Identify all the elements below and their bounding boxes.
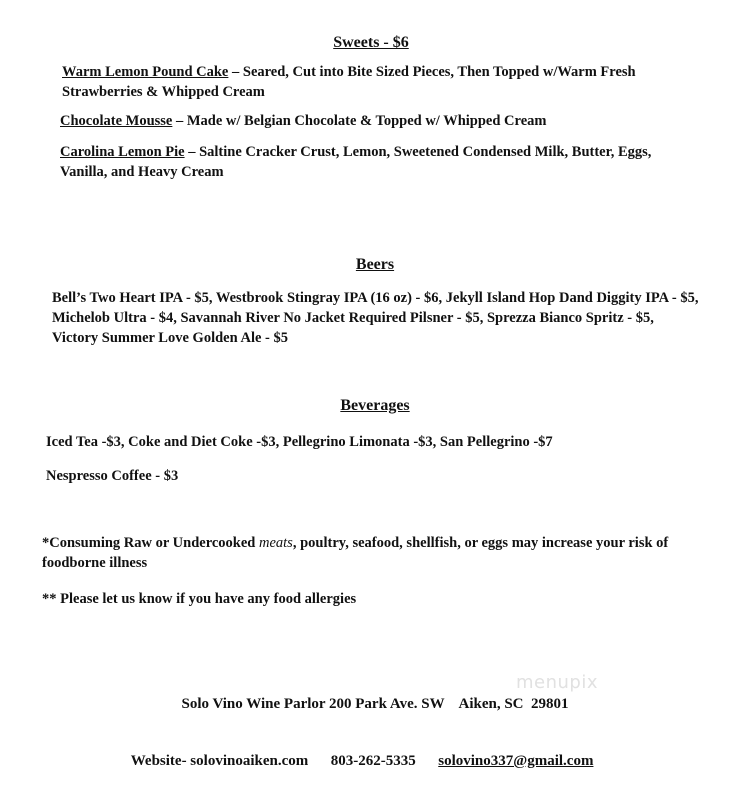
sweets-heading: Sweets - $6 (333, 34, 409, 51)
menu-item-warm-lemon-pound-cake: Warm Lemon Pound Cake – Seared, Cut into Bite Sized Pieces, Then Topped w/Warm Fresh Strawberries & Whipped Cream (62, 64, 636, 100)
watermark-logo: menupix (516, 672, 599, 693)
item-name: Carolina Lemon Pie (60, 144, 185, 160)
beverages-line-2: Nespresso Coffee - $3 (46, 468, 179, 484)
beers-heading: Beers (355, 256, 395, 273)
beverages-heading: Beverages (340, 397, 410, 414)
item-description: Saltine Cracker Crust, Lemon, Sweetened Condensed Milk, Butter, Eggs, Vanilla, and Heavy Cream (60, 144, 652, 180)
footer-address: Solo Vino Wine Parlor 200 Park Ave. SW Aiken, SC 29801 (181, 696, 569, 712)
raw-food-warning: *Consuming Raw or Undercooked meats, poultry, seafood, shellfish, or eggs may increase your risk of foodborne illness (42, 535, 669, 571)
menu-item-chocolate-mousse: Chocolate Mousse – Made w/ Belgian Chocolate & Topped w/ Whipped Cream (60, 113, 547, 129)
item-description: Seared, Cut into Bite Sized Pieces, Then Topped w/Warm Fresh Strawberries & Whipped Cream (62, 64, 636, 100)
beverages-line-1: Iced Tea -$3, Coke and Diet Coke -$3, Pellegrino Limonata -$3, San Pellegrino -$7 (46, 434, 553, 450)
emphasis-text: meats (259, 535, 293, 551)
item-name: Chocolate Mousse (60, 113, 173, 129)
footer-website: Website- solovinoaiken.com (130, 753, 309, 769)
footer-email-link[interactable]: solovino337@gmail.com (438, 753, 594, 769)
allergy-note: ** Please let us know if you have any food allergies (42, 591, 357, 607)
footer-phone: 803-262-5335 (330, 753, 416, 769)
menu-item-carolina-lemon-pie: Carolina Lemon Pie – Saltine Cracker Crust, Lemon, Sweetened Condensed Milk, Butter, Eggs, Vanilla, and Heavy Cream (60, 144, 652, 180)
footer-contact (116, 731, 716, 791)
item-description: Made w/ Belgian Chocolate & Topped w/ Whipped Cream (186, 113, 547, 129)
item-name: Warm Lemon Pound Cake (62, 64, 229, 80)
beers-list: Bell’s Two Heart IPA - $5, Westbrook Stingray IPA (16 oz) - $6, Jekyll Island Hop Dand Diggity IPA - $5, Michelob Ultra - $4, Savannah River No Jacket Required Pilsner - $5, Sprezza Bianco Spritz - $5, Victory Summer Love Golden Ale - $5 (52, 290, 699, 346)
